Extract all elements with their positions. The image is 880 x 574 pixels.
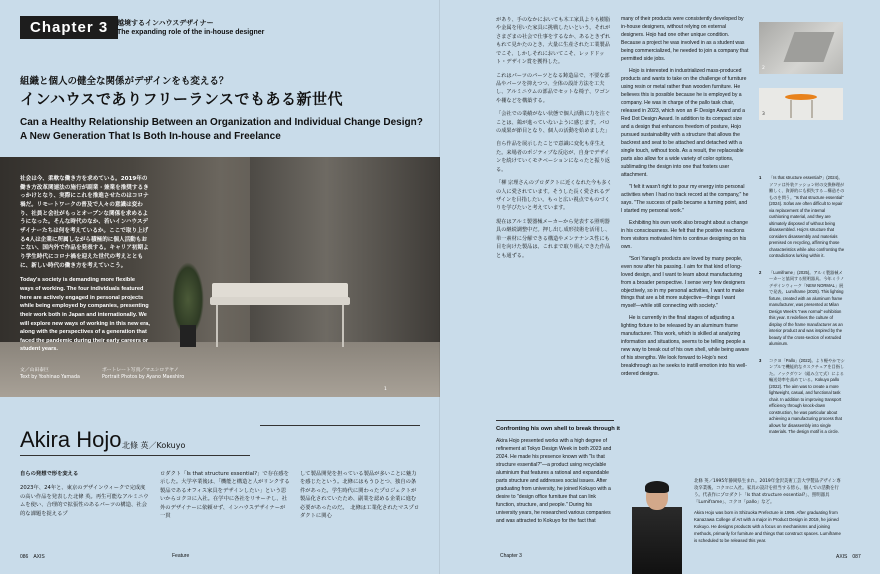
credit-photo-jp: ポートレート写真／マエシロアヤノ [101, 368, 179, 373]
caption-text: コクヨ「Pallo」(2022)。より軽やかでシンプルで機能的なタスクチェアを目指した。ノックダウン（組み立て式）による輸送効率を高めている。Kokuyo pallo (2022). The aim was to create a more lightweight, casual, and functional task chair. In addition to improving transport efficiency through knock-down construction, he was particular about achieving a manufacturing process that allows for disassembly into single materials. The design motif is a circle. [769, 357, 845, 434]
designer-bio [694, 478, 844, 544]
body-text-en-intro: Akira Hojo presented works with a high degree of refinement at Tokyo Design Week in both 2023 and 2024. He made his presence known with "Is that structure essential?"—a product using recyclable aluminium that features a rational and expandable parts structure and addresses social issues. After graduating from university, he joined Kokuyo with a desire to "design office furniture that can link function, structure, and people." During his university years, he researched various companies and was attracted to Kokuyo for the fact that [496, 438, 612, 524]
designer-name-jp: 北條 英／Kokuyo [122, 441, 186, 450]
bench-seat [210, 297, 350, 305]
caption-number: 3 [759, 357, 762, 363]
bio-en: Akira Hojo was born in Shizuoka Prefecture in 1995. After graduating from Kanazawa College of Art with a major in Product Design in 2019, he joined Kokuyo. He designs products with a focus on mechanisms and joining methods, primarily for furniture and things that construct spaces. Lumiframe is scheduled to be released this year. [694, 510, 841, 544]
intro-text-en: Today's society is demanding more flexible ways of working. The four individuals featured here are actively engaged in personal projects while being employed by companies, presenting their work both in Japan and internationally. We will explore new ways of working in this new era, along with the perspectives of a generation that faced the pandemic during their early careers or student years. [20, 277, 150, 353]
intro-text-jp: 社会は今、柔軟な働き方を求めている。2019年の働き方改革関連法の施行が副業・兼業を推奨するきっかけとなり、実際にこれを推進させたのはコロナ禍だ。リモートワークの普及で人々の意識は変わり、社員と会社がもっとオープンな関係を求めるようになった。そんな時代のなか、若いインハウスデザイナーたちは何を考えているか。ここで取り上げる4人は企業に所属しながら積極的に個人活動もおこない、国内外で作品を発表する。キャリア初期より学生時代にコロナ禍を迎えた世代の考えとともに、新しい時代の働き方を考えていこう。 [20, 176, 149, 269]
body-column-3: して製品開発を担っている製品が多いことに魅力を感じたという。北條にはもうひとつ、独自の条件があった。学生時代に関わったプロジェクトが製品化されていたため、副業を認める企業に進む必要があったのだ。 北條は工業化されたマスプロダクトに関心 [300, 471, 420, 520]
paragraph-jp: 現在はアルミ製器械メーカーから発表する照明器具の継続調整中だ。押し出し成形技術を活用し、単一素材に分解できる構造やメンテナンス性にも目を向けた製品は、これまで取り組んできた作品とも通ずる。 [496, 218, 611, 259]
designer-name-en: Akira Hojo [20, 427, 122, 452]
bench-back [212, 283, 348, 297]
body-column-en [621, 16, 749, 383]
caption-note [759, 175, 845, 260]
paragraph-jp: 「会社での業績がない状態で個人活動に力を注ぐことは、鶏が進っていないように感じます。パロの成果が節目となり、個人の活動を始めました」 [496, 111, 611, 135]
paragraph-jp: 自ら作品を展示したことで意識に変化も芽生えた。来場者のポジティブな反応が、自身でデザインを続けていくモチベーションになったと振り返る。 [496, 141, 610, 173]
intro-text [20, 175, 150, 354]
chapter-title-en: The expanding role of the in-house designer [117, 29, 265, 36]
credit-text-jp: 文／山田泰巨 [20, 368, 49, 373]
folio-right: AXIS 087 [836, 554, 861, 560]
body-column-jp [496, 16, 614, 265]
chapter-title-jp: 越境するインハウスデザイナー [117, 19, 214, 27]
product-photo-2 [759, 22, 843, 74]
body-text: 2023年、24年と、東京のデザインウィークで完成度の高い作品を発表した北條 英。再生可能なアルミニウムを使い、合理的で拡張性のあるパーツの構造、社会的な課題を捉えるプ [20, 485, 149, 517]
product-photo-3 [759, 88, 843, 120]
bench-leg [342, 305, 344, 347]
article-title-en: Can a Healthy Relationship Between an Organization and Individual Change Design? A New Generation That Is Both In-house and Freelance [20, 117, 423, 142]
paragraph-jp: 「柳 宗理さんのプロダクトに近くなれた今も多くの人に愛されています。そうした長く愛されるデザインを目指したい。もっと広い視点でものづくりを学びたいと考えています。 [496, 180, 612, 212]
subhead-rule [496, 420, 614, 421]
subhead-en: Confronting his own shell to break through it [496, 426, 620, 432]
caption-text: 「Lumiframe」(2025)。アルミ製器械メーカーと協同する照明器具。今年ミラノデザインウィーク「NEW NORMAL」展で発表。Lumiframe (2025). This lighting fixture, created with an aluminum frame manufacturer, was presented at Milan Design Week's "new normal" exhibition this year. It redefines the culture of display of the frame manufacturer as an interior product and was inspired by the beauty of the cross-section of extruded aluminum. [769, 269, 845, 346]
chair-leg [811, 100, 813, 118]
bio-jp: 北條 英／1995年静岡県生まれ。2019年金沢美術工芸大学製品デザイン専攻卒業後、コクヨに入社。家具の設計を担当する傍ら、個人での活動を行う。代表作にプロダクト「Is that structure essential?」、照明器具「Lumiframe」、コクヨ「pallo」など。 [694, 479, 841, 506]
pot-icon [180, 325, 196, 347]
photo-number: 2 [762, 66, 765, 71]
paragraph-en: Hojo is interested in industrialized mass-produced products and wants to take on the challenge of furniture using resin or metal rather than wooden furniture. He believes this is possible because he is employed by a company. He was in charge of the pallo task chair, released in 2023, which won an iF Design Award and a Red Dot Design Award. In addition to its compact size and a design that enhances freedom of posture, Hojo pursued sustainability with a structure that allows the backrest and seat to be attached and detached with a single touch, without tools. As a result, the replaceable parts also allow for a wide variety of color options, sublimating the design into one that fosters user attachment. [621, 67, 747, 178]
article-title-jp: インハウスでありフリーランスでもある新世代 [20, 90, 343, 108]
credits [20, 367, 184, 381]
paragraph-jp: これはパーツのパーツとなる鋳造品で、不要な部品やパーツを抑えつつ、全体の設計方法を工夫し、アルミニウムの部品でセットな椅子、ワゴンや棚などを構築する。 [496, 72, 610, 104]
folio-feature: Feature [172, 553, 190, 559]
paragraph-en: Exhibiting his own work also brought about a change in his consciousness. He felt that the positive reactions from visitors motivated him to continue designing on his own. [621, 219, 748, 250]
caption-number: 1 [759, 175, 762, 180]
divider-rule [260, 425, 420, 426]
paragraph-en: He is currently in the final stages of adjusting a lighting fixture to be released by an aluminum frame manufacturer. This work, which is skilled at analyzing information and situations, seems to be telling people a new way to break out of his own shell, while being aware of his strengths. We look forward to Hojo's next breakthrough as he seeks to instill emotion into his well-ordered designs. [621, 315, 749, 378]
caption-text: 「Is that structure essential?」(2024)。ソファは外装クッション材の交換修理が難しく、資源的にも損失する…構造そのものを問う。"Is that structure essential" (2024). Sofas are often difficult to repair via replacement of the internal cushioning material, and they are ultimately disposed of without being disassembled. Hojo's structure that considers disassembly and materials premised on recycling, affirming those characteristics while also confronting the contradictions lurking within it. [769, 175, 845, 258]
name-rule [20, 455, 250, 456]
folio-left: 086 AXIS [20, 554, 45, 560]
credit-text-en: Text by Yoshinao Yamada [20, 375, 80, 381]
photo-number: 3 [762, 112, 765, 117]
photo-number: 1 [384, 387, 387, 392]
paragraph-en: "I felt it wasn't right to pour my energy into personal activities when I had no track record at the company," he says. "The success of pallo became a turning point, and I started my personal work." [621, 183, 749, 214]
folio-chapter: Chapter 3 [500, 553, 522, 559]
bench-leg [216, 305, 218, 347]
article-subtitle-jp: 組織と個人の健全な関係がデザインをも変える？ [20, 76, 229, 87]
designer-portrait [632, 478, 682, 574]
chapter-label: Chapter 3 [20, 16, 118, 39]
paragraph-en: "Sori Yanagi's products are loved by many people, even now after his passing. I aim for that kind of long-loved design, and I want to learn about manufacturing from a broader perspective. I sense very few designers objectively, so in my personal activities, I want to make things that are a bit more subjective—things I want myself—while still connecting with society." [621, 255, 746, 310]
body-column-2: ロダクト「Is that structure essential?」で存在感を示した。大学卒業後は、「機能と構造と人がリンクする製品であるオフィス家具をデザインしたい」という思いからコクヨに入社。在学中に各社をリサーチし、社外のデザイナーに依頼せず、インハウスデザイナーが一貫 [160, 471, 290, 520]
credit-photo-en: Portrait Photos by Ayano Maeshiro [101, 375, 185, 381]
body-column-1 [20, 470, 150, 518]
paragraph-en: many of their products were consistently developed by in-house designers, without relying on external designers. Hojo had one other unique condition. Because a project he was involved in as a student was being commercialized, he needed to join a company that permitted side jobs. [621, 16, 749, 62]
portrait-hair [645, 481, 669, 493]
caption-notes [759, 175, 845, 446]
caption-note [759, 270, 845, 348]
paragraph-jp: があり、手のなかにおいても木工家具よりも樹脂や金属を用いた家具に挑戦したいという。それがさまざまの社会で仕事をするなか、あるときずれもれて見かたのとき、大量に生産された工業製品でこそ、しかしそれにおいてこそ、レッドドット・デザイン賞を獲得した。 [496, 17, 611, 66]
caption-number: 2 [759, 269, 762, 275]
lumiframe-shape [784, 32, 835, 62]
section-heading-jp: 自らの発想で形を変える [20, 471, 79, 477]
hero-photo [0, 157, 440, 397]
caption-note [759, 358, 845, 436]
chair-leg [790, 100, 792, 118]
